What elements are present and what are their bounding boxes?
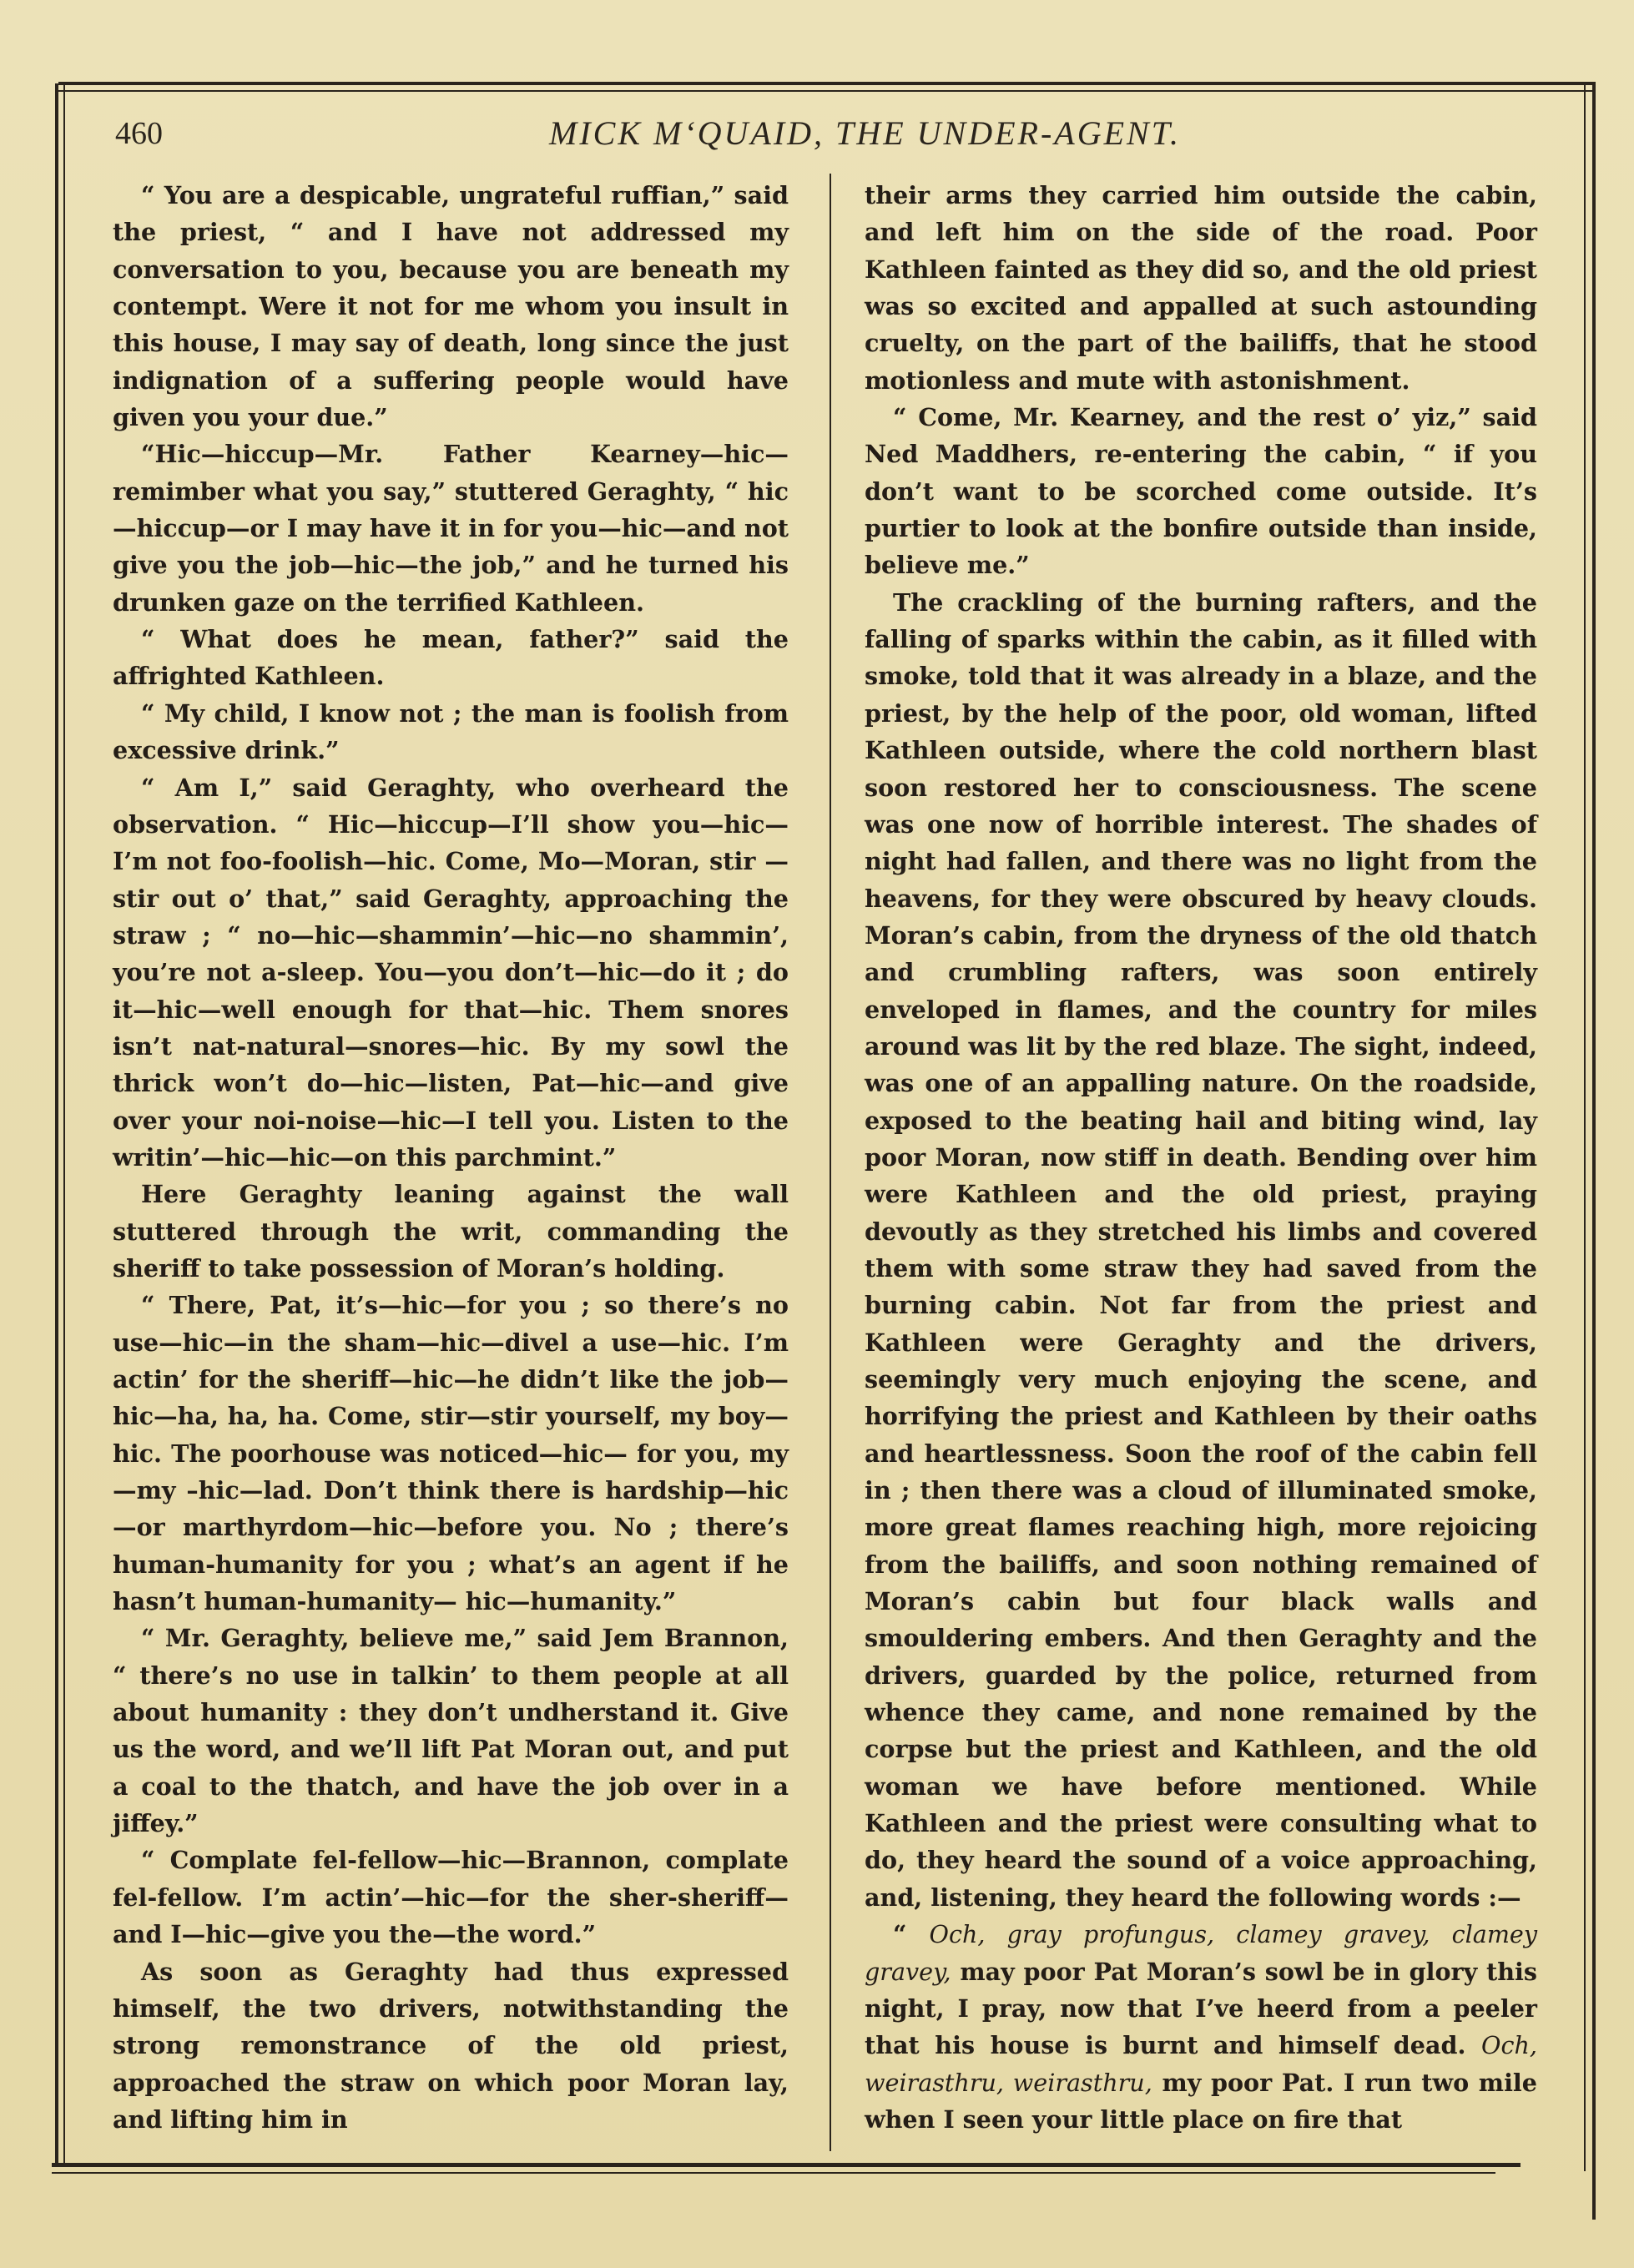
left-border-rule-thin: [63, 85, 65, 2167]
paragraph: “Hic—hiccup—Mr. Father Kearney—hic—remimber what you say,” stuttered Geraghty, “ hic —hiccup—or I may have it in for you—hic—and not give you the job—hic—the job,” and he turned his drunken gaze on the terrified Kathleen.: [113, 440, 789, 617]
running-title: MICK M‘QUAID, THE UNDER-AGENT.: [549, 114, 1181, 152]
paragraph: “ What does he mean, father?” said the affrighted Kathleen.: [113, 625, 789, 691]
top-border-rule-thin: [58, 90, 1596, 92]
verse-text: my poor Pat. I run two mile when I seen your little place on fire that: [865, 2068, 1537, 2134]
verse-italic-phrase: Och, weirasthru, weirasthru,: [865, 2031, 1537, 2097]
paragraph: Here Geraghty leaning against the wall stuttered through the writ, commanding the sheriff to take possession of Moran’s holding.: [113, 1180, 789, 1283]
top-border-rule: [58, 82, 1596, 85]
paragraph: “ Am I,” said Geraghty, who overheard the observation. “ Hic—hiccup—I’ll show you—hic— I’m not foo-foolish—hic. Come, Mo—Moran, stir —stir out o’ that,” said Geraghty, approaching the straw ; “ no—hic—shammin’—hic—no shammin’, you’re not a-sleep. You—you don’t—hic—do it ; do it—hic—well enough for that—hic. Them snores isn’t nat-natural—snores—hic. By my sowl the thrick won’t do—hic—listen, Pat—hic—and give over your noi-noise—hic—I tell you. Listen to the writin’—hic—hic—on this parchmint.”: [113, 773, 789, 1172]
verse-text: may poor Pat Moran’s sowl be in glory this night, I pray, now that I’ve heerd from a peeler that his house is burnt and himself dead.: [865, 1957, 1537, 2060]
right-border-rule: [1592, 83, 1596, 2220]
page-number: 460: [115, 116, 163, 151]
verse-italic-phrase: Och, gray profungus, clamey gravey, clamey gravey,: [865, 1920, 1538, 1986]
paragraph: “ Mr. Geraghty, believe me,” said Jem Brannon, “ there’s no use in talkin’ to them people at all about humanity : they don’t undherstand it. Give us the word, and we’ll lift Pat Moran out, and put a coal to the thatch, and have the job over in a jiffey.”: [113, 1624, 789, 1838]
paragraph: their arms they carried him outside the cabin, and left him on the side of the road. Poor Kathleen fainted as they did so, and the old priest was so excited and appalled at such astounding cruelty, on the part of the bailiffs, that he stood motionless and mute with astonishment.: [865, 181, 1537, 395]
verse-paragraph: [865, 1916, 1537, 2138]
bottom-border-rule: [52, 2163, 1521, 2167]
paragraph: The crackling of the burning rafters, and the falling of sparks within the cabin, as it filled with smoke, told that it was already in a blaze, and the priest, by the help of the poor, old woman, lifted Kathleen outside, where the cold northern blast soon restored her to consciousness. The scene was one now of horrible interest. The shades of night had fallen, and there was no light from the heavens, for they were obscured by heavy clouds. Moran’s cabin, from the dryness of the old thatch and crumbling rafters, was soon entirely enveloped in flames, and the country for miles around was lit by the red blaze. The sight, indeed, was one of an appalling nature. On the roadside, exposed to the beating hail and biting wind, lay poor Moran, now stiff in death. Bending over him were Kathleen and the old priest, praying devoutly as they stretched his limbs and covered them with some straw they had saved from the burning cabin. Not far from the priest and Kathleen were Geraghty and the drivers, seemingly very much enjoying the scene, and horrifying the priest and Kathleen by their oaths and heartlessness. Soon the roof of the cabin fell in ; then there was a cloud of illuminated smoke, more great flames reaching high, more rejoicing from the bailiffs, and soon nothing remained of Moran’s cabin but four black walls and smouldering embers. And then Geraghty and the drivers, guarded by the police, returned from whence they came, and none remained by the corpse but the priest and Kathleen, and the old woman we have before mentioned. While Kathleen and the priest were consulting what to do, they heard the sound of a voice approaching, and, listening, they heard the following words :—: [865, 587, 1537, 1912]
column-divider: [830, 174, 831, 2151]
paragraph: “ Come, Mr. Kearney, and the rest o’ yiz,” said Ned Maddhers, re-entering the cabin, “ if you don’t want to be scorched come outside. It’s purtier to look at the bonfire outside than inside, believe me.”: [865, 403, 1537, 580]
left-border-rule: [55, 83, 58, 2167]
bottom-border-rule-thin: [52, 2172, 1495, 2174]
page-header: [115, 108, 1551, 159]
paragraph: “ There, Pat, it’s—hic—for you ; so there’s no use—hic—in the sham—hic—divel a use—hic. I’m actin’ for the sheriff—hic—he didn’t like the job—hic—ha, ha, ha. Come, stir—stir yourself, my boy—hic. The poorhouse was noticed—hic— for you, my—my –hic—lad. Don’t think there is hardship—hic—or marthyrdom—hic—before you. No ; there’s human-humanity for you ; what’s an agent if he hasn’t human-humanity— hic—humanity.”: [113, 1291, 789, 1616]
right-border-rule-thin: [1584, 85, 1586, 2171]
paragraph: As soon as Geraghty had thus expressed himself, the two drivers, notwithstanding the strong remonstrance of the old priest, approached the straw on which poor Moran lay, and lifting him in: [113, 1957, 789, 2134]
paragraph: “ My child, I know not ; the man is foolish from excessive drink.”: [113, 698, 789, 765]
paragraph: “ You are a despicable, ungrateful ruffian,” said the priest, “ and I have not addressed my conversation to you, because you are beneath my contempt. Were it not for me whom you insult in this house, I may say of death, long since the just indignation of a suffering people would have given you your due.”: [113, 181, 789, 432]
right-column: [865, 177, 1537, 2138]
left-column: [113, 177, 789, 2138]
paragraph: “ Complate fel-fellow—hic—Brannon, complate fel-fellow. I’m actin’—hic—for the sher-sheriff— and I—hic—give you the—the word.”: [113, 1846, 789, 1949]
verse-open-quote: “: [893, 1920, 930, 1949]
